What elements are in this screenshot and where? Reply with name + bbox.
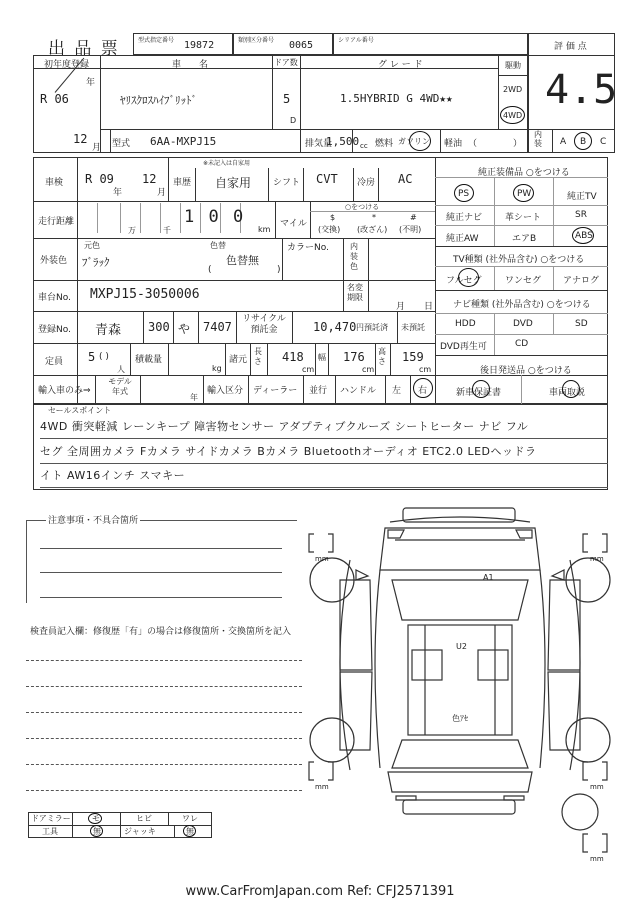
damage-u2: U2 <box>456 642 467 651</box>
fuel-gasoline-circle <box>409 131 431 151</box>
recycle: 10,470 <box>313 320 357 334</box>
capacity-label: 定員 <box>45 357 64 367</box>
reg-num: 7407 <box>203 320 232 334</box>
exchange[interactable]: (交換) <box>318 225 341 234</box>
jack-value[interactable]: 無 <box>186 827 194 836</box>
later-manual-circle <box>562 380 580 398</box>
later-manual[interactable]: 車両取説 <box>549 388 586 398</box>
genuine-title: 純正装備品 ○をつける <box>478 168 570 178</box>
ac-label: 冷房 <box>357 178 376 188</box>
color-no-label: カラーNo. <box>287 243 329 253</box>
dims-label: 諸元 <box>229 355 248 365</box>
mileage-mile: マイル <box>280 219 307 229</box>
rating-value: 4.5 <box>545 67 618 113</box>
model-no-label: 型式指定番号 <box>138 37 175 44</box>
month-unit: 月 <box>92 143 102 153</box>
mileage-man: 万 <box>128 226 136 235</box>
tools-value-circle <box>90 825 103 837</box>
chassis-label: 車台No. <box>38 293 71 303</box>
inspection-month: 12 <box>142 172 157 186</box>
equip-ps-circle <box>454 184 474 202</box>
sales-line-1: 4WD 衝突軽減 レーンキープ 障害物センサー アダプティブクルーズ シートヒーター ナビ フル <box>40 420 529 433</box>
width-label: 幅 <box>318 353 326 362</box>
equip-tv[interactable]: 純正TV <box>567 192 597 202</box>
fuel-gasoline[interactable]: ガソリン <box>398 137 430 146</box>
handle-right-circle <box>413 378 433 398</box>
inspection-month-unit: 月 <box>157 188 167 198</box>
rating-label: 評 価 点 <box>554 42 587 52</box>
mirror-value[interactable]: モ <box>92 814 100 823</box>
height-cm: cm <box>419 365 432 374</box>
import-class-label: 輸入区分 <box>207 386 244 396</box>
orig-color: ﾌﾞﾗｯｸ <box>82 256 110 269</box>
mileage-label: 走行距離 <box>38 217 75 227</box>
equip-aw[interactable]: 純正AW <box>446 234 479 244</box>
handle-left[interactable]: 左 <box>392 386 402 396</box>
expiry-label: 名変期限 <box>347 283 363 302</box>
modified-sym: * <box>372 213 376 222</box>
later-title: 後日発送品 ○をつける <box>480 366 572 376</box>
shift-label: シフト <box>273 178 301 188</box>
damage-color: 色ｱｾ <box>452 714 468 723</box>
handle-label: ハンドル <box>340 386 377 396</box>
mirror-label: ドアミラー <box>31 814 71 823</box>
fuel-light-label: 軽油 <box>444 139 463 149</box>
tv-fullseg-circle <box>458 268 479 287</box>
model-no-box <box>133 33 233 55</box>
inspection-year: R 09 <box>85 172 114 186</box>
fuel-label: 燃料 <box>375 139 394 149</box>
grade-label: グ レ ー ド <box>378 60 423 70</box>
tv-title: TV種類 (社外品含む) ○をつける <box>453 255 585 265</box>
capacity-paren: ( ) <box>99 352 109 362</box>
caution-label: 注意事項・不具合箇所 <box>46 513 140 526</box>
expiry-month: 月 <box>396 302 406 312</box>
later-warranty-circle <box>472 380 490 398</box>
serial-label: シリアル番号 <box>338 37 374 44</box>
drive-2wd[interactable]: 2WD <box>503 85 523 94</box>
unpaid: 未預託 <box>401 323 425 332</box>
page-title: 出 品 票 <box>48 39 120 59</box>
reg-label: 登録No. <box>38 325 71 335</box>
interior-a[interactable]: A <box>560 137 567 147</box>
tv-fullseg[interactable]: フルセグ <box>446 276 482 286</box>
equip-pw[interactable]: PW <box>517 189 532 199</box>
interior-color-label: 内装色 <box>350 242 358 271</box>
navi-dvd[interactable]: DVD <box>513 319 533 329</box>
modified[interactable]: (改ざん) <box>357 225 388 234</box>
caution-frame <box>26 520 297 603</box>
displacement-label: 排気量 <box>305 139 333 149</box>
navi-hdd[interactable]: HDD <box>455 319 476 329</box>
recycle-state: 円預託済 <box>356 323 388 332</box>
tv-oneseg[interactable]: ワンセグ <box>505 276 542 286</box>
load-label: 積載量 <box>135 355 163 365</box>
import-label: 輸入車のみ⇒ <box>38 386 91 396</box>
grade: 1.5HYBRID G 4WD★★ <box>340 92 453 105</box>
repaint: 色替無 <box>226 254 259 267</box>
interior-b[interactable]: B <box>580 137 587 147</box>
sales-line-3: イト AW16インチ スマキー <box>40 469 186 482</box>
mileage-tsukeru: ○をつける <box>345 203 380 211</box>
reg-kana: や <box>178 322 191 336</box>
reg-pref: 青森 <box>95 323 122 338</box>
color-label: 外装色 <box>40 256 68 266</box>
mirror-value-circle <box>88 813 102 824</box>
mileage-km: km <box>258 225 271 234</box>
navi-dvd-play[interactable]: DVD再生可 <box>440 342 487 352</box>
sales-label: セールスポイント <box>48 406 112 415</box>
unknown-sym: # <box>410 213 417 222</box>
reg-class: 300 <box>148 320 170 334</box>
exchange-sym: $ <box>330 213 336 222</box>
car-name: ﾔﾘｽｸﾛｽﾊｲﾌﾞﾘｯﾄﾞ <box>120 94 197 107</box>
break-label: ワレ <box>182 814 198 823</box>
navi-sd[interactable]: SD <box>575 319 588 329</box>
equip-abs[interactable]: ABS <box>575 231 593 241</box>
class-no-label: 類別区分番号 <box>238 37 275 44</box>
width-cm: cm <box>362 365 375 374</box>
jack-value-circle <box>183 825 196 837</box>
doors-label: ドア数 <box>274 58 298 67</box>
interior-c[interactable]: C <box>600 137 607 147</box>
height-label: 高さ <box>378 347 386 366</box>
equip-pw-circle <box>513 184 534 202</box>
model-year-unit: 年 <box>190 393 198 402</box>
mm-5: mm <box>590 855 604 863</box>
cc-unit: cc <box>360 142 368 150</box>
sales-line-2: セグ 全周囲カメラ Fカメラ サイドカメラ Bカメラ Bluetoothオーディオ ETC2.0 LEDヘッドラ <box>40 445 537 458</box>
later-warranty[interactable]: 新車保証書 <box>456 388 502 398</box>
tv-analog[interactable]: アナログ <box>563 276 600 286</box>
class-no-box <box>233 33 333 55</box>
model-year-label: モデル年式 <box>108 377 132 396</box>
history-note: ※未記入は自家用 <box>203 160 251 167</box>
jack-label: ジャッキ <box>124 827 156 836</box>
damage-a1: A1 <box>483 573 494 582</box>
length: 418 <box>282 350 304 364</box>
fuel-paren: （ ） <box>468 139 523 149</box>
load-kg: kg <box>212 364 222 373</box>
ac: AC <box>398 172 413 186</box>
drive-4wd[interactable]: 4WD <box>503 111 523 120</box>
door-type: D <box>290 116 297 125</box>
navi-title: ナビ種類 (社外品含む) ○をつける <box>453 300 591 310</box>
doors: 5 <box>283 92 291 106</box>
height: 159 <box>402 350 424 364</box>
first-reg-year: R 06 <box>40 92 69 106</box>
length-label: 長さ <box>254 347 262 366</box>
equip-airbag[interactable]: エアB <box>512 234 537 244</box>
equip-navi[interactable]: 純正ナビ <box>446 213 483 223</box>
chassis: MXPJ15-3050006 <box>90 287 200 302</box>
type-label: 型式 <box>112 139 131 149</box>
crack-label: ヒビ <box>136 814 152 823</box>
width: 176 <box>343 350 365 364</box>
class-no: 0065 <box>289 40 314 51</box>
mm-1: mm <box>315 555 329 563</box>
car-diagram <box>300 500 620 880</box>
model-no: 19872 <box>184 40 215 51</box>
expiry-day: 日 <box>424 302 434 312</box>
mm-3: mm <box>315 783 329 791</box>
mm-4: mm <box>590 783 604 791</box>
first-reg-month: 12 <box>73 132 88 146</box>
shift: CVT <box>316 172 338 186</box>
inspection-year-unit: 年 <box>113 188 123 198</box>
history-label: 車歴 <box>173 178 192 188</box>
repaint-label: 色替 <box>210 241 226 250</box>
tools-value[interactable]: 無 <box>93 827 101 836</box>
length-cm: cm <box>302 365 315 374</box>
serial-box <box>333 33 528 55</box>
handle-right[interactable]: 右 <box>418 386 428 396</box>
tools-label: 工具 <box>42 827 58 836</box>
year-unit: 年 <box>86 78 96 88</box>
equip-leather[interactable]: 革シート <box>505 213 542 223</box>
displacement: 1,500 <box>326 135 360 148</box>
orig-color-label: 元色 <box>84 241 100 250</box>
equip-sr[interactable]: SR <box>575 210 587 220</box>
footer-watermark: www.CarFromJapan.com Ref: CFJ2571391 <box>185 884 455 899</box>
drive-4wd-circle <box>500 106 525 124</box>
mileage-sen: 千 <box>163 226 171 235</box>
history: 自家用 <box>215 176 252 190</box>
equip-abs-circle <box>572 227 594 244</box>
first-reg-label: 初年度登録 <box>44 60 90 70</box>
inspection-label: 車検 <box>45 178 64 188</box>
person-unit: 人 <box>117 365 125 374</box>
mm-2: mm <box>590 555 604 563</box>
dealer[interactable]: ディーラー <box>253 386 298 396</box>
capacity: 5 <box>88 350 96 364</box>
equip-ps[interactable]: PS <box>458 189 470 199</box>
car-name-label: 車 名 <box>172 60 209 70</box>
parallel[interactable]: 並行 <box>309 386 328 396</box>
mileage: 1 0 0 <box>184 207 246 227</box>
interior-label: 内装 <box>534 130 542 148</box>
navi-cd[interactable]: CD <box>515 339 529 349</box>
type: 6AA-MXPJ15 <box>150 135 217 148</box>
inspector-label: 検査員記入欄：修復歴「有」の場合は修復箇所・交換箇所を記入 <box>30 627 292 637</box>
recycle-label: リサイクル預託金 <box>242 314 286 335</box>
drive-label: 駆動 <box>505 61 521 70</box>
interior-b-circle <box>574 132 592 150</box>
unknown[interactable]: (不明) <box>399 225 422 234</box>
